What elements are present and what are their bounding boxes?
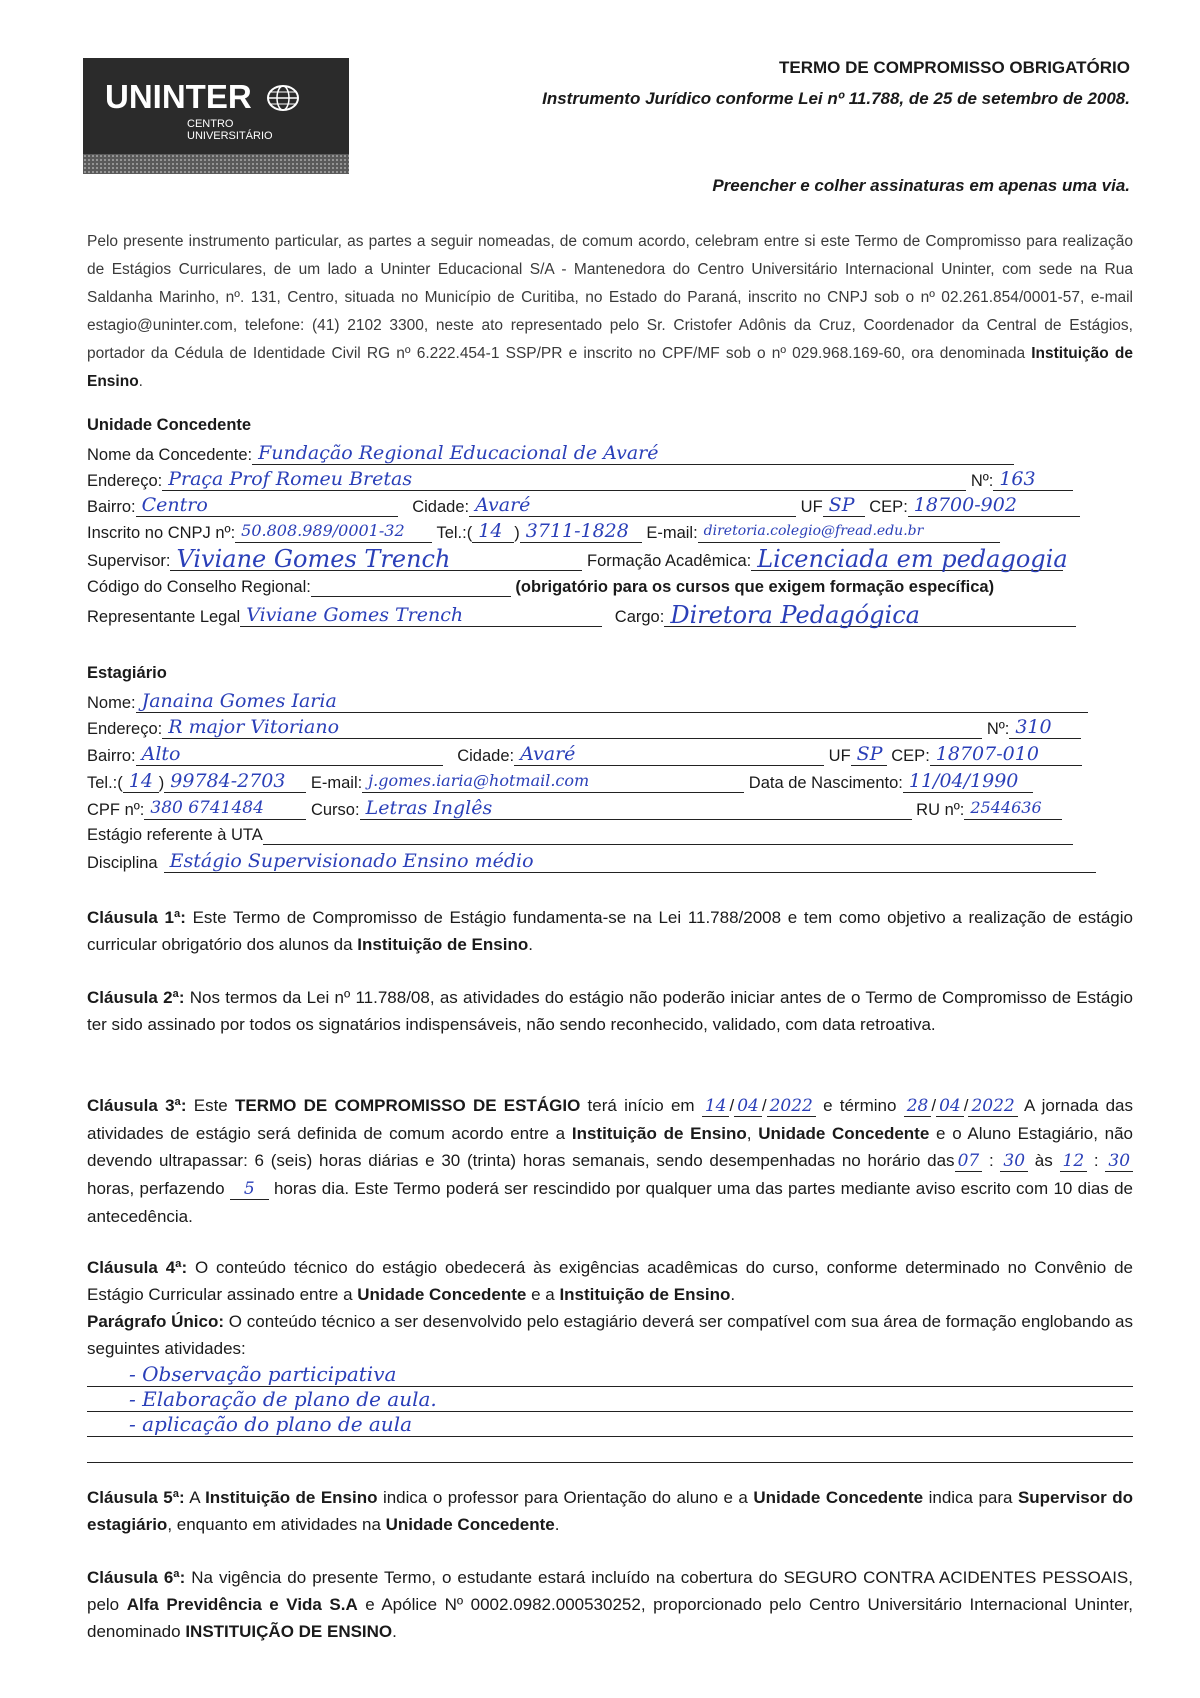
termino-dia-field[interactable]: 28: [904, 1096, 932, 1117]
clausula-3: Cláusula 3ª: Este TERMO DE COMPROMISSO DE ESTÁGIO terá início em 14 / 04 / 2022 e término 28 / 04 / 2022 A jornada das atividades de estágio será definida de comum acordo entre a Instituição de Ensino, Unidade Concedente e o Aluno Estagiário, não devendo ultrapassar: 6 (seis) horas diárias e 30 (trinta) horas semanais, sendo desempenhadas no horário das 07 : 30 às 12 : 30 horas, perfazendo 5 horas dia. Este Termo poderá ser rescindido por qualquer uma das partes mediante aviso escrito com 10 dias de antecedência.: [87, 1096, 1134, 1226]
estagiario-cidade-field[interactable]: Avaré: [514, 743, 824, 766]
logo-sub-1: CENTRO: [187, 118, 234, 130]
concedente-supervisor-row: Supervisor: Viviane Gomes Trench Formação Acadêmica: Licenciada em pedagogia: [87, 545, 1068, 573]
atividade-line[interactable]: - Observação participativa: [87, 1362, 1133, 1387]
inicio-mes-field[interactable]: 04: [734, 1096, 762, 1117]
estagiario-endereco-row: Endereço: R major Vitoriano Nº: 310: [87, 716, 1081, 742]
estagiario-bairro-row: Bairro: Alto Cidade: Avaré UF SP CEP: 18707-010: [87, 743, 1082, 769]
clausula-4: Cláusula 4ª: O conteúdo técnico do estágio obedecerá às exigências acadêmicas do curso, conforme determinado no Convênio de Estágio Curricular assinado entre a Unidade Concedente e a Instituição de Ensino. Parágrafo Único: O conteúdo técnico a ser desenvolvido pelo estagiário deverá ser compatível com sua área de formação englobando as seguintes atividades:: [87, 1258, 1134, 1358]
concedente-supervisor-field[interactable]: Viviane Gomes Trench: [170, 548, 582, 571]
concedente-cargo-field[interactable]: Diretora Pedagógica: [664, 604, 1076, 627]
law-reference: Instrumento Jurídico conforme Lei nº 11.788, de 25 de setembro de 2008.: [542, 89, 1130, 108]
estagiario-nome-field[interactable]: Janaina Gomes Iaria: [136, 690, 1088, 713]
estagiario-curso-field[interactable]: Letras Inglês: [360, 797, 912, 820]
estagiario-tel-row: Tel.:( 14 ) 99784-2703 E-mail: j.gomes.iaria@hotmail.com Data de Nascimento: 11/04/1990: [87, 770, 1033, 796]
instructions-note: Preencher e colher assinaturas em apenas uma via.: [712, 176, 1130, 195]
uninter-logo: [83, 58, 349, 174]
concedente-cep-field[interactable]: 18700-902: [908, 494, 1080, 517]
concedente-uf-field[interactable]: SP: [823, 494, 865, 517]
concedente-bairro-field[interactable]: Centro: [136, 494, 398, 517]
horario-inicio-min-field[interactable]: 30: [1000, 1151, 1028, 1172]
clausula-6: Cláusula 6ª: Na vigência do presente Termo, o estudante estará incluído na cobertura do SEGURO CONTRA ACIDENTES PESSOAIS, pelo Alfa Previdência e Vida S.A e Apólice Nº 0002.0982.000530252, proporcionado pelo Centro Universitário Internacional Uninter, denominado INSTITUIÇÃO DE ENSINO.: [87, 1568, 1133, 1641]
estagiario-uta-field[interactable]: [263, 824, 1073, 845]
estagiario-uf-field[interactable]: SP: [851, 743, 887, 766]
termino-mes-field[interactable]: 04: [936, 1096, 964, 1117]
horario-inicio-hora-field[interactable]: 07: [955, 1151, 983, 1172]
concedente-bairro-row: Bairro: Centro Cidade: Avaré UF SP CEP: 18700-902: [87, 494, 1080, 520]
estagiario-nome-row: Nome: Janaina Gomes Iaria: [87, 690, 1088, 716]
clausula-5: Cláusula 5ª: A Instituição de Ensino indica o professor para Orientação do aluno e a Unidade Concedente indica para Supervisor do estagiário, enquanto em atividades na Unidade Concedente.: [87, 1488, 1133, 1534]
clausula-2: Cláusula 2ª: Nos termos da Lei nº 11.788/08, as atividades do estágio não poderão iniciar antes de o Termo de Compromisso de Estágio ter sido assinado por todos os signatários indispensáveis, não sendo reconhecido, validado, com data retroativa.: [87, 988, 1133, 1034]
concedente-cidade-field[interactable]: Avaré: [469, 494, 796, 517]
concedente-formacao-field[interactable]: Licenciada em pedagogia: [751, 548, 1063, 571]
estagiario-section-title: Estagiário: [87, 664, 167, 682]
estagiario-tel-field[interactable]: 99784-2703: [164, 770, 306, 793]
concedente-email-field[interactable]: diretoria.colegio@fread.edu.br: [698, 520, 1000, 543]
concedente-tel-field[interactable]: 3711-1828: [520, 520, 642, 543]
estagiario-cpf-field[interactable]: 380 6741484: [144, 797, 306, 820]
globe-icon: [266, 84, 300, 112]
atividade-line[interactable]: [87, 1438, 1133, 1463]
concedente-representante-row: Representante Legal Viviane Gomes Trench Cargo: Diretora Pedagógica: [87, 604, 1076, 630]
termino-ano-field[interactable]: 2022: [968, 1096, 1017, 1117]
estagiario-tel-ddd-field[interactable]: 14: [123, 770, 159, 793]
concedente-endereco-field[interactable]: Praça Prof Romeu Bretas: [162, 468, 966, 491]
estagiario-cep-field[interactable]: 18707-010: [930, 743, 1082, 766]
atividade-line[interactable]: - aplicação do plano de aula: [87, 1412, 1133, 1437]
atividade-line[interactable]: - Elaboração de plano de aula.: [87, 1387, 1133, 1412]
concedente-codigo-row: Código do Conselho Regional: (obrigatório para os cursos que exigem formação específica): [87, 578, 995, 596]
estagiario-cpf-row: CPF nº: 380 6741484 Curso: Letras Inglês RU nº: 2544636: [87, 797, 1062, 823]
concedente-nome-field[interactable]: Fundação Regional Educacional de Avaré: [252, 442, 1014, 465]
logo-name: UNINTER: [105, 78, 252, 115]
concedente-numero-field[interactable]: 163: [993, 468, 1073, 491]
estagiario-disciplina-row: Disciplina Estágio Supervisionado Ensino médio: [87, 850, 1096, 876]
concedente-cnpj-field[interactable]: 50.808.989/0001-32: [235, 520, 432, 543]
estagiario-email-field[interactable]: j.gomes.iaria@hotmail.com: [362, 770, 744, 793]
concedente-cnpj-row: Inscrito no CNPJ nº: 50.808.989/0001-32 Tel.:( 14 ) 3711-1828 E-mail: diretoria.colegio@fread.edu.br: [87, 520, 1000, 546]
estagiario-disciplina-field[interactable]: Estágio Supervisionado Ensino médio: [164, 850, 1096, 873]
clausula-1: Cláusula 1ª: Este Termo de Compromisso de Estágio fundamenta-se na Lei 11.788/2008 e tem como objetivo a realização de estágio curricular obrigatório dos alunos da Instituição de Ensino.: [87, 908, 1133, 954]
concedente-codigo-field[interactable]: [311, 576, 511, 597]
concedente-endereco-row: Endereço: Praça Prof Romeu Bretas Nº: 163: [87, 468, 1073, 494]
logo-sub-2: UNIVERSITÁRIO: [187, 130, 273, 142]
estagiario-uta-row: Estágio referente à UTA: [87, 824, 1073, 850]
logo-dot-pattern: [83, 154, 349, 174]
concedente-section-title: Unidade Concedente: [87, 416, 252, 434]
inicio-dia-field[interactable]: 14: [702, 1096, 730, 1117]
inicio-ano-field[interactable]: 2022: [767, 1096, 816, 1117]
horario-fim-hora-field[interactable]: 12: [1060, 1151, 1088, 1172]
intro-paragraph: Pelo presente instrumento particular, as partes a seguir nomeadas, de comum acordo, celebram entre si este Termo de Compromisso para realização de Estágios Curriculares, de um lado a Uninter Educacional S/A - Mantenedora do Centro Universitário Internacional Uninter, com sede na Rua Saldanha Marinho, nº. 131, Centro, situada no Município de Curitiba, no Estado do Paraná, inscrito no CNPJ sob o nº 02.261.854/0001-57, e-mail estagio@uninter.com, telefone: (41) 2102 3300, neste ato representado pelo Sr. Cristofer Adônis da Cruz, Coordenador da Central de Estágios, portador da Cédula de Identidade Civil RG nº 6.222.454-1 SSP/PR e inscrito no CPF/MF sob o nº 029.968.169-60, ora denominada Instituição de Ensino.: [87, 233, 1133, 390]
estagiario-ru-field[interactable]: 2544636: [964, 797, 1062, 820]
horas-dia-field[interactable]: 5: [230, 1179, 269, 1200]
concedente-nome-row: Nome da Concedente: Fundação Regional Educacional de Avaré: [87, 442, 1014, 468]
horario-fim-min-field[interactable]: 30: [1105, 1151, 1133, 1172]
estagiario-nascimento-field[interactable]: 11/04/1990: [903, 770, 1033, 793]
document-title: TERMO DE COMPROMISSO OBRIGATÓRIO: [778, 58, 1130, 77]
estagiario-numero-field[interactable]: 310: [1009, 716, 1081, 739]
estagiario-endereco-field[interactable]: R major Vitoriano: [162, 716, 982, 739]
estagiario-bairro-field[interactable]: Alto: [136, 743, 443, 766]
concedente-tel-ddd-field[interactable]: 14: [472, 520, 514, 543]
concedente-representante-field[interactable]: Viviane Gomes Trench: [240, 604, 602, 627]
